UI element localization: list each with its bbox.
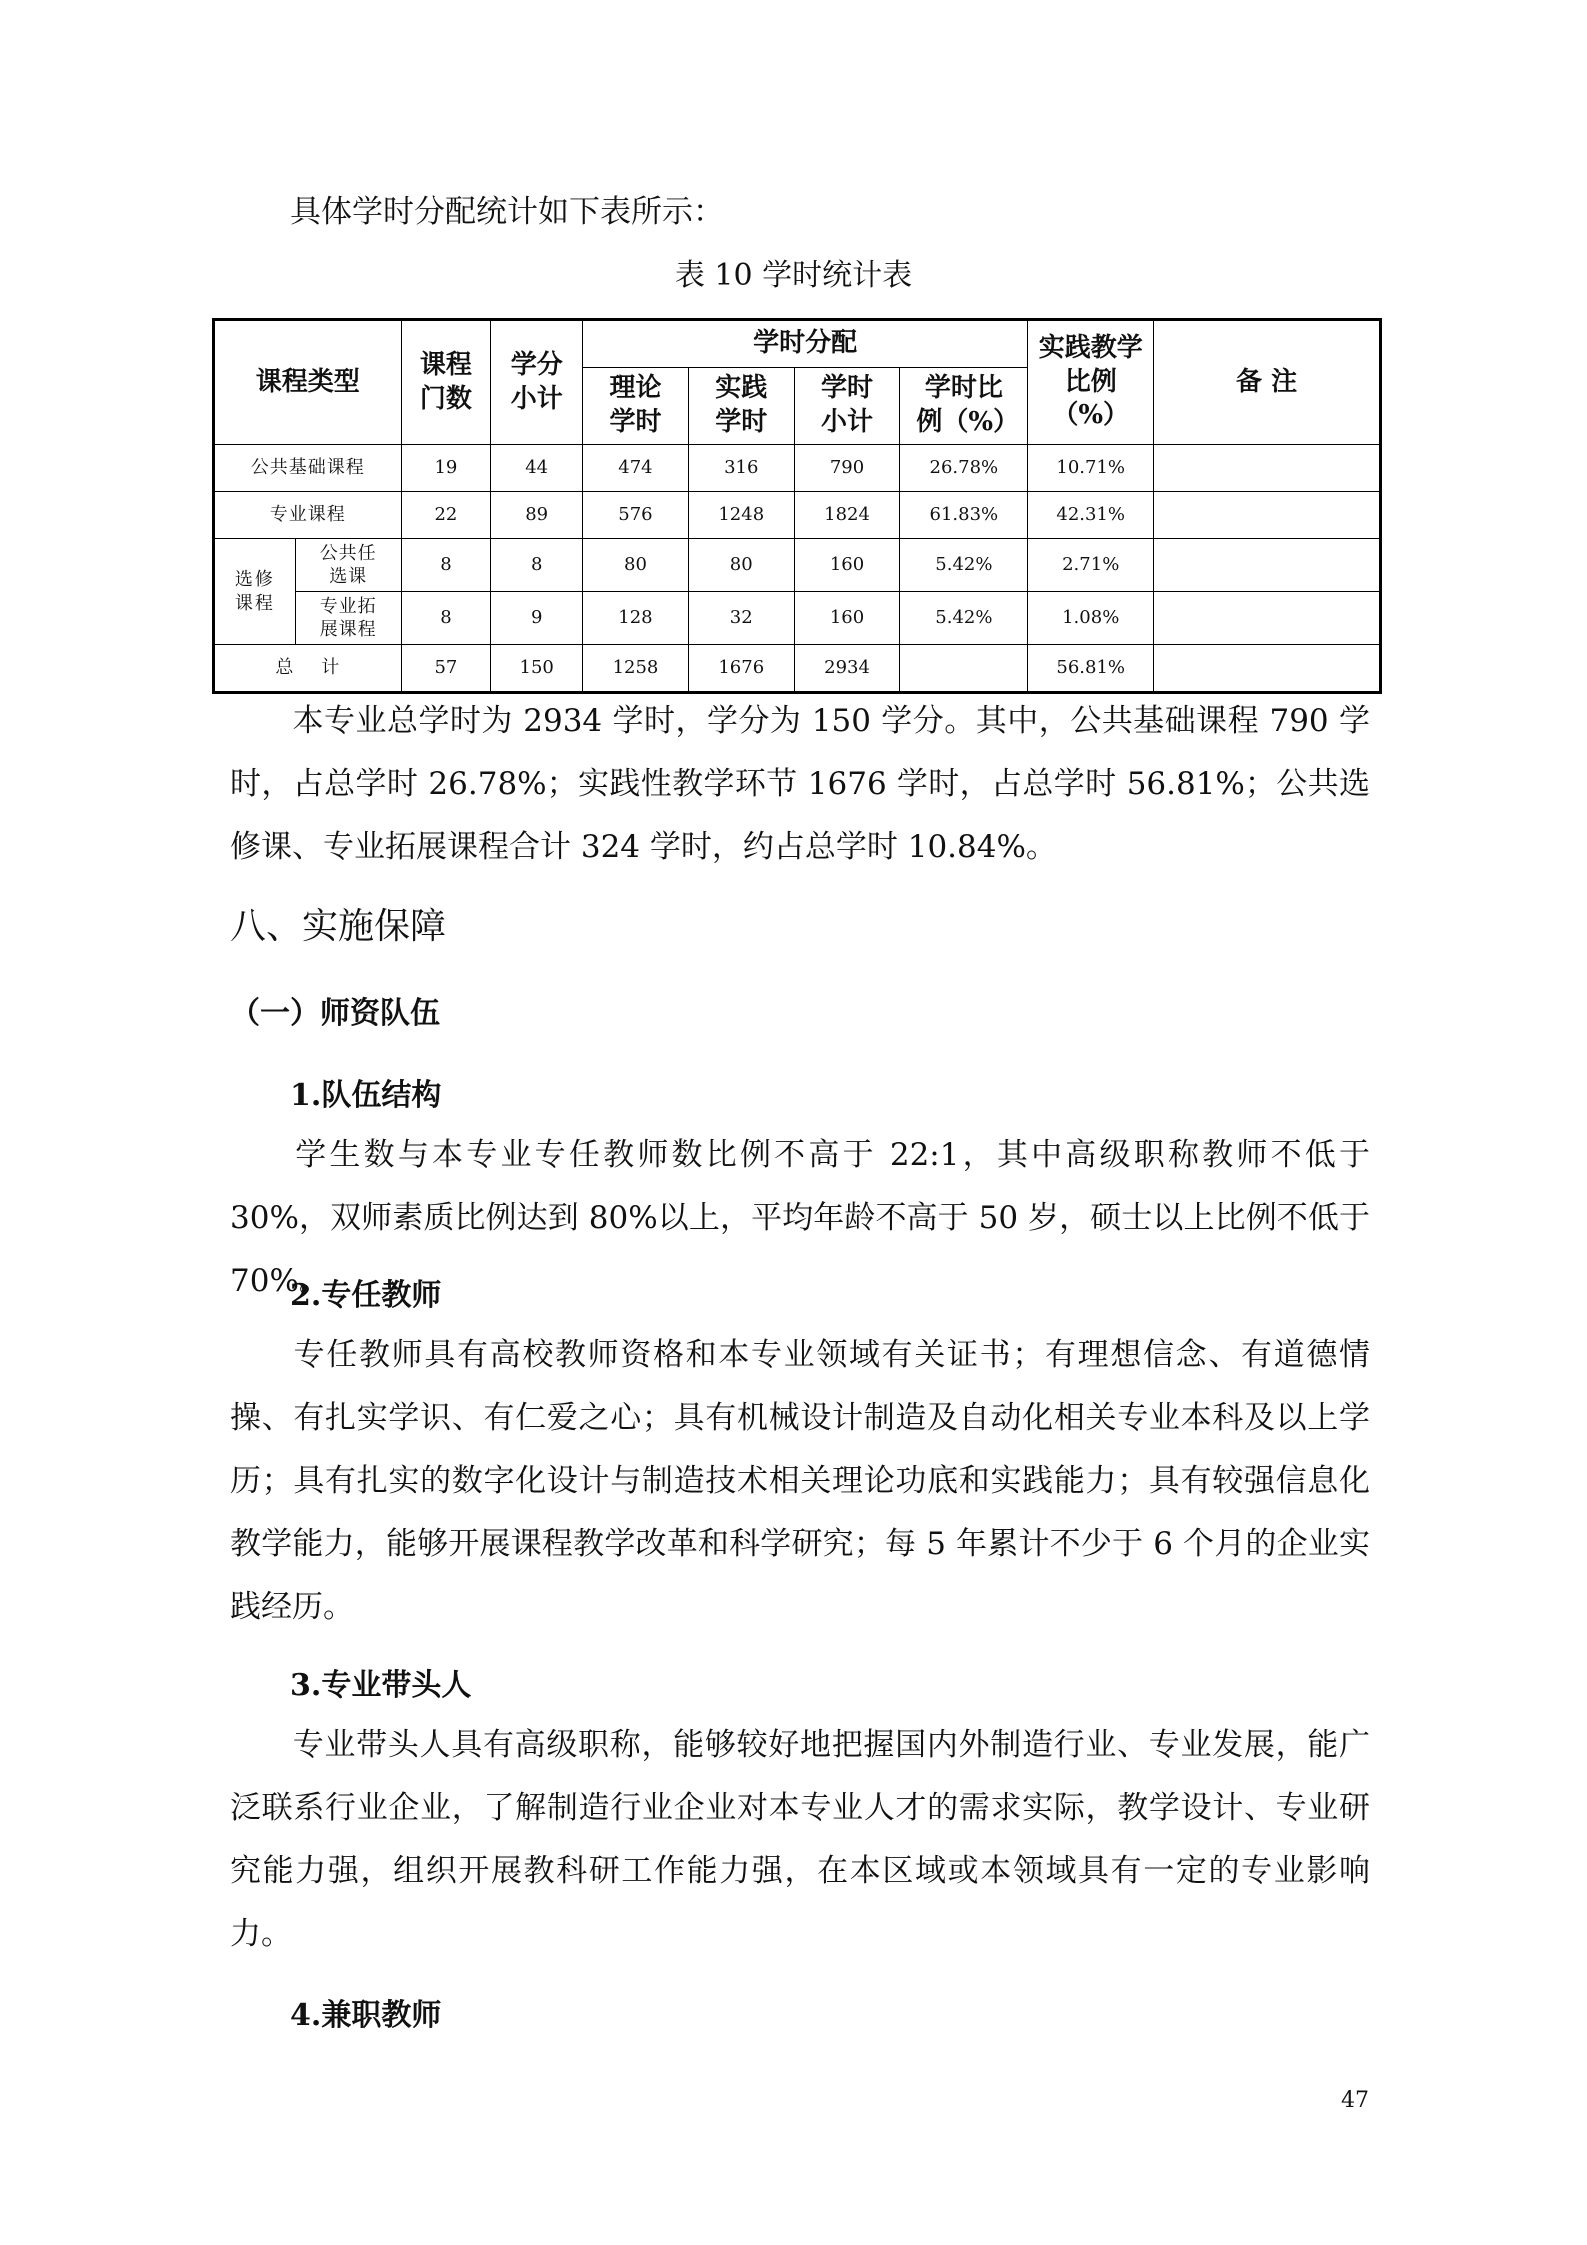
item-text-3: 专业带头人具有高级职称，能够较好地把握国内外制造行业、专业发展，能广泛联系行业企业，了解制造行业企业对本专业人才的需求实际，教学设计、专业研究能力强，组织开展教科研工作能力强，在本区域或本领域具有一定的专业影响力。 xyxy=(230,1727,1370,1952)
table-row xyxy=(214,492,1381,539)
cell-theory: 128 xyxy=(583,592,689,645)
row-name: 公共任选课 xyxy=(295,539,401,592)
item-title-3: 3.专业带头人 xyxy=(290,1668,472,1703)
cell-ratio: 26.78% xyxy=(900,445,1028,492)
cell-theory: 1258 xyxy=(583,645,689,693)
cell-ratio xyxy=(900,645,1028,693)
item-paragraph-3 xyxy=(230,1714,1370,1966)
cell-practice-ratio: 56.81% xyxy=(1028,645,1154,693)
subsection-title: （一）师资队伍 xyxy=(230,996,440,1031)
cell-remark xyxy=(1154,492,1381,539)
cell-theory: 474 xyxy=(583,445,689,492)
cell-remark xyxy=(1154,445,1381,492)
cell-subtotal: 160 xyxy=(794,592,900,645)
table-row xyxy=(214,445,1381,492)
cell-count: 19 xyxy=(401,445,491,492)
page-number: 47 xyxy=(1341,2088,1369,2113)
cell-remark xyxy=(1154,645,1381,693)
header-remarks: 备 注 xyxy=(1154,320,1381,445)
elective-group-label: 选修课程 xyxy=(214,539,296,645)
cell-practice-ratio: 42.31% xyxy=(1028,492,1154,539)
cell-credits: 89 xyxy=(491,492,583,539)
header-credits: 学分小计 xyxy=(491,320,583,445)
cell-practice-ratio: 10.71% xyxy=(1028,445,1154,492)
item-title-4: 4.兼职教师 xyxy=(290,1998,442,2033)
cell-practice: 1248 xyxy=(688,492,794,539)
cell-practice: 80 xyxy=(688,539,794,592)
header-course-type: 课程类型 xyxy=(214,320,402,445)
cell-subtotal: 1824 xyxy=(794,492,900,539)
row-name: 公共基础课程 xyxy=(214,445,402,492)
hours-statistics-table xyxy=(212,318,1382,694)
cell-ratio: 5.42% xyxy=(900,592,1028,645)
header-theory: 理论学时 xyxy=(583,368,689,445)
header-hours-group: 学时分配 xyxy=(583,320,1028,368)
cell-remark xyxy=(1154,592,1381,645)
cell-subtotal: 2934 xyxy=(794,645,900,693)
cell-practice: 1676 xyxy=(688,645,794,693)
item-title-2: 2.专任教师 xyxy=(290,1278,442,1313)
cell-practice: 316 xyxy=(688,445,794,492)
item-text-1: 学生数与本专业专任教师数比例不高于 22:1，其中高级职称教师不低于 30%，双师素质比例达到 80%以上，平均年龄不高于 50 岁，硕士以上比例不低于 70%。 xyxy=(230,1137,1370,1299)
section-title: 八、实施保障 xyxy=(230,906,447,947)
header-practice-ratio: 实践教学比例（%） xyxy=(1028,320,1154,445)
header-hours-ratio: 学时比例（%） xyxy=(900,368,1028,445)
header-course-count: 课程门数 xyxy=(401,320,491,445)
total-label: 总 计 xyxy=(214,645,402,693)
table-row xyxy=(214,592,1381,645)
cell-credits: 9 xyxy=(491,592,583,645)
header-hours-subtotal: 学时小计 xyxy=(794,368,900,445)
intro-text: 具体学时分配统计如下表所示： xyxy=(290,194,724,230)
cell-count: 8 xyxy=(401,592,491,645)
cell-count: 8 xyxy=(401,539,491,592)
cell-practice-ratio: 2.71% xyxy=(1028,539,1154,592)
cell-practice-ratio: 1.08% xyxy=(1028,592,1154,645)
cell-ratio: 5.42% xyxy=(900,539,1028,592)
item-paragraph-2 xyxy=(230,1324,1370,1639)
table-total-row xyxy=(214,645,1381,693)
summary-text: 本专业总学时为 2934 学时，学分为 150 学分。其中，公共基础课程 790 学时，占总学时 26.78%；实践性教学环节 1676 学时，占总学时 56.81%；公共选修课、专业拓展课程合计 324 学时，约占总学时 10.84%。 xyxy=(230,703,1370,865)
row-name: 专业拓展课程 xyxy=(295,592,401,645)
table-caption: 表 10 学时统计表 xyxy=(674,258,913,293)
cell-subtotal: 790 xyxy=(794,445,900,492)
cell-theory: 576 xyxy=(583,492,689,539)
cell-ratio: 61.83% xyxy=(900,492,1028,539)
item-text-2: 专任教师具有高校教师资格和本专业领域有关证书；有理想信念、有道德情操、有扎实学识、有仁爱之心；具有机械设计制造及自动化相关专业本科及以上学历；具有扎实的数字化设计与制造技术相关理论功底和实践能力；具有较强信息化教学能力，能够开展课程教学改革和科学研究；每 5 年累计不少于 6 个月的企业实践经历。 xyxy=(230,1337,1370,1625)
cell-credits: 150 xyxy=(491,645,583,693)
cell-remark xyxy=(1154,539,1381,592)
cell-practice: 32 xyxy=(688,592,794,645)
cell-subtotal: 160 xyxy=(794,539,900,592)
cell-credits: 44 xyxy=(491,445,583,492)
header-practice: 实践学时 xyxy=(688,368,794,445)
row-name: 专业课程 xyxy=(214,492,402,539)
cell-count: 57 xyxy=(401,645,491,693)
cell-theory: 80 xyxy=(583,539,689,592)
item-title-1: 1.队伍结构 xyxy=(290,1078,442,1113)
summary-paragraph xyxy=(230,690,1370,879)
cell-credits: 8 xyxy=(491,539,583,592)
table-row xyxy=(214,539,1381,592)
cell-count: 22 xyxy=(401,492,491,539)
